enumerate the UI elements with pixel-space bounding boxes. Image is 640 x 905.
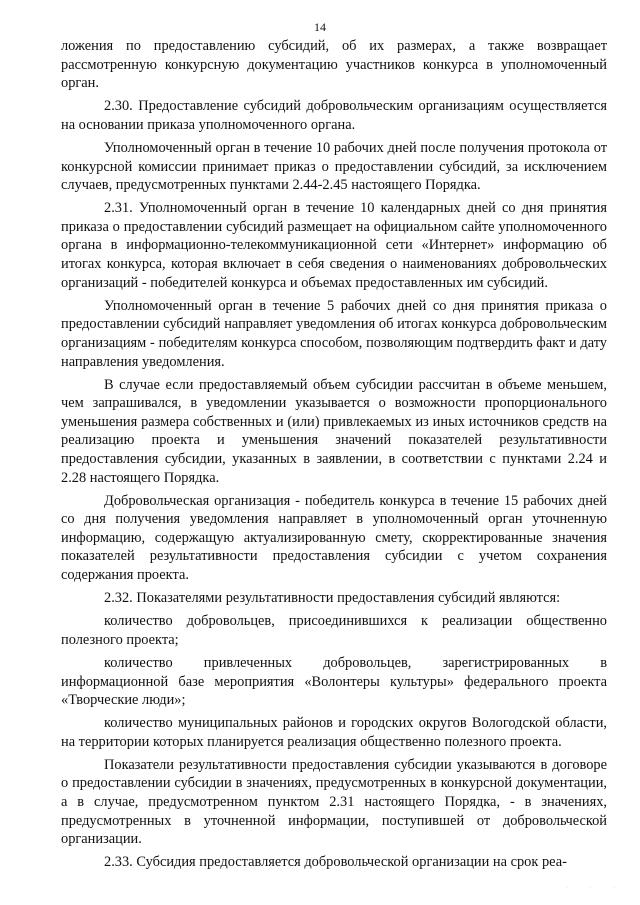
paragraph: количество муниципальных районов и городских округов Вологодской области, на территории которых планируется реализация общественно полезного проекта. bbox=[61, 715, 607, 750]
page-number: 14 bbox=[314, 20, 326, 34]
paragraph: 2.32. Показателями результативности предоставления субсидий являются: bbox=[104, 590, 561, 607]
paragraph: 2.30. Предоставление субсидий добровольческим организациям осуществляется на основании приказа уполномоченного органа. bbox=[61, 98, 607, 133]
paragraph: В случае если предоставляемый объем субсидии рассчитан в объеме меньшем, чем запрашивался, в уведомлении указывается о возможности пропорционального уменьшения размера собственных и (или) привлекаемых из иных источников средств на реализацию проекта и уменьшения значений показателей результативности предоставления субсидии, указанных в заявлении, в соответствии с пунктами 2.24 и 2.28 настоящего Порядка. bbox=[61, 376, 607, 486]
scan-specks: · · · bbox=[566, 885, 625, 891]
paragraph: Уполномоченный орган в течение 10 рабочих дней после получения протокола от конкурсной комиссии принимает приказ о предоставлении субсидий, за исключением случаев, предусмотренных пунктами 2.44-2.45 настоящего Порядка. bbox=[61, 139, 607, 194]
paragraph: 2.33. Субсидия предоставляется добровольческой организации на срок реа- bbox=[104, 854, 567, 871]
paragraph: Показатели результативности предоставления субсидии указываются в договоре о предоставлении субсидии в значениях, предусмотренных в конкурсной документации, а в случае, предусмотренном пунктом 2.31 настоящего Порядка, - в значениях, предусмотренных в уточненной информации, поступившей от добровольческой организации. bbox=[61, 756, 607, 848]
paragraph: количество добровольцев, присоединившихся к реализации общественно полезного проекта; bbox=[61, 613, 607, 648]
paragraph: ложения по предоставлению субсидий, об их размерах, а также возвращает рассмотренную конкурсную документацию участников конкурса в уполномоченный орган. bbox=[61, 38, 607, 92]
paragraph: Добровольческая организация - победитель конкурса в течение 15 рабочих дней со дня получения уведомления направляет в уполномоченный орган уточненную информацию, содержащую актуализированную смету, скорректированные значения показателей результативности предоставления субсидии с учетом сохранения содержания проекта. bbox=[61, 492, 607, 584]
paragraph: 2.31. Уполномоченный орган в течение 10 календарных дней со дня принятия приказа о предоставлении субсидий размещает на официальном сайте уполномоченного органа в информационно-телекоммуникационной сети «Интернет» информацию об итогах конкурса, которая включает в себя сведения о наименованиях добровольческих организаций - победителей конкурса и объемах предоставленных им субсидий. bbox=[61, 200, 607, 291]
paragraph: количество привлеченных добровольцев, зарегистрированных в информационной базе мероприятия «Волонтеры культуры» федерального проекта «Творческие люди»; bbox=[61, 654, 607, 709]
document-body bbox=[61, 37, 607, 876]
paragraph: Уполномоченный орган в течение 5 рабочих дней со дня принятия приказа о предоставлении субсидий направляет уведомления об итогах конкурса добровольческим организациям - победителям конкурса способом, позволяющим подтвердить факт и дату направления уведомления. bbox=[61, 297, 607, 370]
